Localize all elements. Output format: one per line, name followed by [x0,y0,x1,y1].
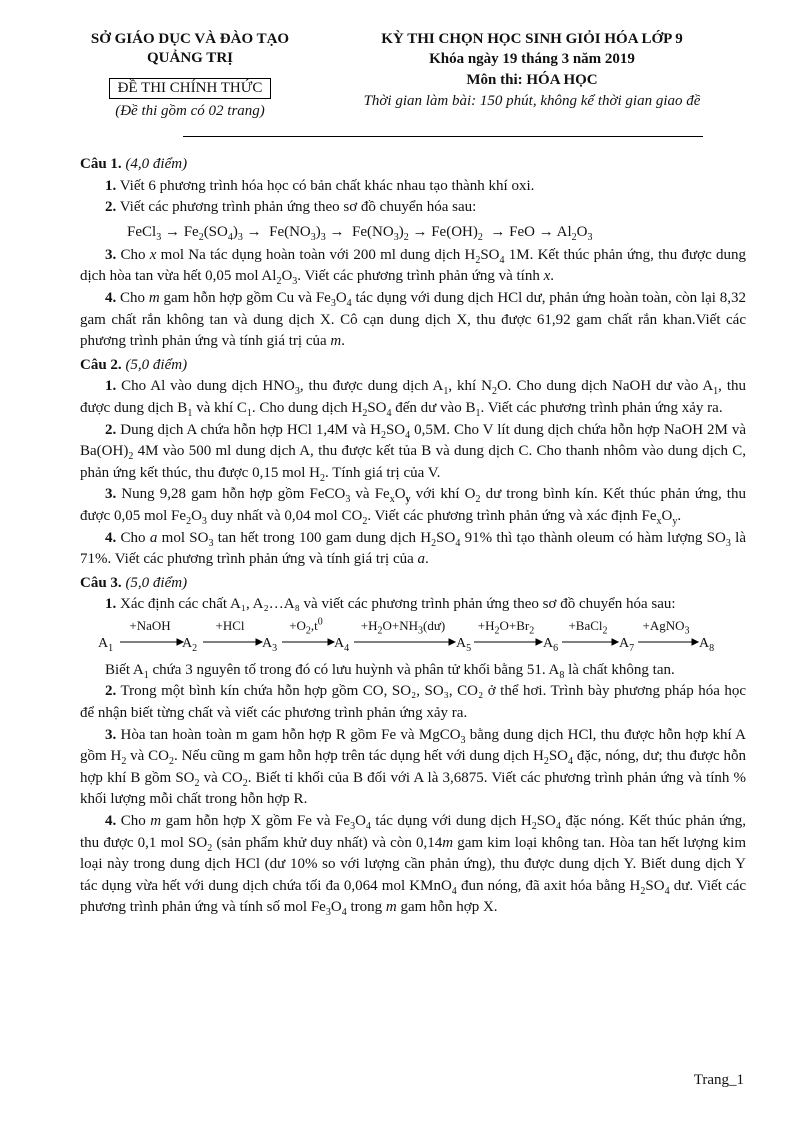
question-2-heading: Câu 2. (5,0 điểm) [80,356,188,373]
q3-part-3: 3. Hòa tan hoàn toàn m gam hỗn hợp R gồm Fe và MgCO$_3$ bằng dung dịch HCl, thu được hỗn hợp khí A gồm $H_2$ và $CO_2$. Nếu cũng m gam hỗn hợp trên tác dụng hết với dung dịch $H_2SO_4$ đặc, nóng, dư; thu được hỗn hợp khí B gồm $SO_2$ và $CO_2$. Biết tỉ khối của B đối với A là 3,6875. Viết các phương trình phản ứng và tính % khối lượng mỗi chất trong hỗn hợp R. [80,726,747,808]
chain-reagent-5: $+H_2O+Br_2$ [477,617,535,637]
official-exam-box: ĐỀ THI CHÍNH THỨC [109,78,272,99]
chain-node-a7: $A_7$ [619,635,635,654]
q1-scheme: FeCl$_3$ → $Fe_2(SO_4)_3 \to Fe(NO_3)_3 \to Fe(NO_3)_2 \to Fe(OH)_2$ → FeO → $Al_2O_3$ [127,223,593,243]
q3-part-4: 4. Cho m gam hỗn hợp X gồm Fe và $Fe_3O_4$ tác dụng với dung dịch $H_2SO_4$ đặc nóng. Kết thúc phản ứng, thu được 0,1 mol $SO_2$ (sản phẩm khử duy nhất) và còn 0,14m gam kim loại không tan. Hòa tan hết lượng kim loại này trong dung dịch HCl (dư 10% so với lượng cần phản ứng), thu được dung dịch Y. Biết dung dịch Y tác dụng vừa hết với dung dịch chứa tối đa 0,064 mol KMnO$_4$ đun nóng, đã axit hóa bằng $H_2SO_4$ dư. Viết các phương trình phản ứng và tính số mol $Fe_3O_4$ trong m gam hỗn hợp X. [80,813,747,919]
chain-reagent-3: $+O_2,t^0$ [289,616,323,637]
exam-subject: Môn thi: HÓA HỌC [466,72,598,88]
page-footer: Trang_1 [693,1072,744,1088]
question-1-heading: Câu 1. (4,0 điểm) [80,156,188,172]
header-left [60,30,320,120]
chain-reagent-6: +BaCl$_2$ [568,617,608,637]
q2-part-2: 2. Dung dịch A chứa hỗn hợp HCl 1,4M và $H_2SO_4$ 0,5M. Cho V lít dung dịch chứa hỗn hợp NaOH 2M và $Ba(OH)_2$ 4M vào 500 ml dung dịch A, thu được kết tủa B và dung dịch C. Cho thanh nhôm vào dung dịch C, phản ứng kết thúc, thu được 0,15 mol $H_2$. Tính giá trị của V. [80,421,747,484]
department-name: SỞ GIÁO DỤC VÀ ĐÀO TẠO [90,31,290,47]
question-3-heading: Câu 3. (5,0 điểm) [80,574,188,591]
q1-part-3: 3. Cho x mol Na tác dụng hoàn toàn với 200 ml dung dịch $H_2SO_4$ 1M. Kết thúc phản ứng, thu được dung dịch hòa tan vừa hết 0,05 mol $Al_2O_3$. Viết các phương trình phản ứng và tính x. [80,246,746,288]
q2-part-3: 3. Nung 9,28 gam hỗn hợp gồm FeCO$_3$ và $Fe_xO_y$ với khí $O_2$ dư trong bình kín. Kết thúc phản ứng, thu được 0,05 mol $Fe_2O_3$ duy nhất và 0,04 mol $CO_2$. Viết các phương trình phản ứng và xác định $Fe_xO_y$. [80,486,746,527]
header-right [322,30,742,111]
q1-part-2: 2. Viết các phương trình phản ứng theo sơ đồ chuyển hóa sau: [105,199,477,216]
q2-part-1: 1. Cho Al vào dung dịch $HNO_3$, thu được dung dịch $A_1$, khí $N_2O$. Cho dung dịch NaOH dư vào $A_1$, thu được dung dịch $B_1$ và khí $C_1$. Cho dung dịch $H_2SO_4$ đến dư vào $B_1$. Viết các phương trình phản ứng xảy ra. [80,378,746,419]
pages-note: (Đề thi gồm có 02 trang) [115,103,265,119]
chain-node-a5: $A_5$ [456,635,472,654]
exam-title: KỲ THI CHỌN HỌC SINH GIỎI HÓA LỚP 9 [381,31,683,47]
exam-time: Thời gian làm bài: 150 phút, không kể thời gian giao đề [363,93,701,109]
chain-node-a2: $A_2$ [182,635,198,654]
q3-part-1-note: Biết $A_1$ chứa 3 nguyên tố trong đó có lưu huỳnh và phân tử khối bằng 51. $A_8$ là chất không tan. [105,661,675,681]
conversion-chain [80,618,746,658]
chain-reagent-7: +AgNO$_3$ [642,617,690,637]
q1-part-4: 4. Cho m gam hỗn hợp gồm Cu và $Fe_3O_4$ tác dụng với dung dịch HCl dư, phản ứng hoàn toàn, còn lại 8,32 gam chất rắn không tan và dung dịch X. Cô cạn dung dịch X, thu được 61,92 gam chất rắn khan.Viết các phương trình phản ứng và tính giá trị của m. [80,289,746,350]
chain-node-a8: $A_8$ [699,635,715,654]
q2-part-4: 4. Cho a mol $SO_3$ tan hết trong 100 gam dung dịch $H_2SO_4$ 91% thì tạo thành oleum có hàm lượng $SO_3$ là 71%. Viết các phương trình phản ứng và tính giá trị của a. [80,529,746,568]
province-name: QUẢNG TRỊ [147,50,233,66]
exam-content [80,152,746,919]
chain-node-a6: $A_6$ [543,635,559,654]
q3-part-2: 2. Trong một bình kín chứa hỗn hợp gồm CO, SO₂, SO₃, CO₂ ở thể hơi. Trình bày phương pháp hóa học để nhận biết từng chất và viết các phương trình phản ứng xảy ra. [80,683,747,722]
header-divider [183,136,703,137]
chain-node-a4: $A_4$ [334,635,350,654]
chain-reagent-1: +NaOH [129,617,171,633]
q1-part-1: 1. Viết 6 phương trình hóa học có bản chất khác nhau tạo thành khí oxi. [105,177,535,194]
chain-node-a1: $A_1$ [98,635,114,654]
exam-date: Khóa ngày 19 tháng 3 năm 2019 [429,51,635,67]
chain-reagent-2: +HCl [215,617,245,633]
q3-part-1: 1. Xác định các chất A₁, A₂…A₈ và viết các phương trình phản ứng theo sơ đồ chuyển hóa sau: [105,596,676,613]
chain-node-a3: $A_3$ [262,635,278,654]
chain-reagent-4: $+H_2O+NH_3(dư)$ [360,617,446,637]
